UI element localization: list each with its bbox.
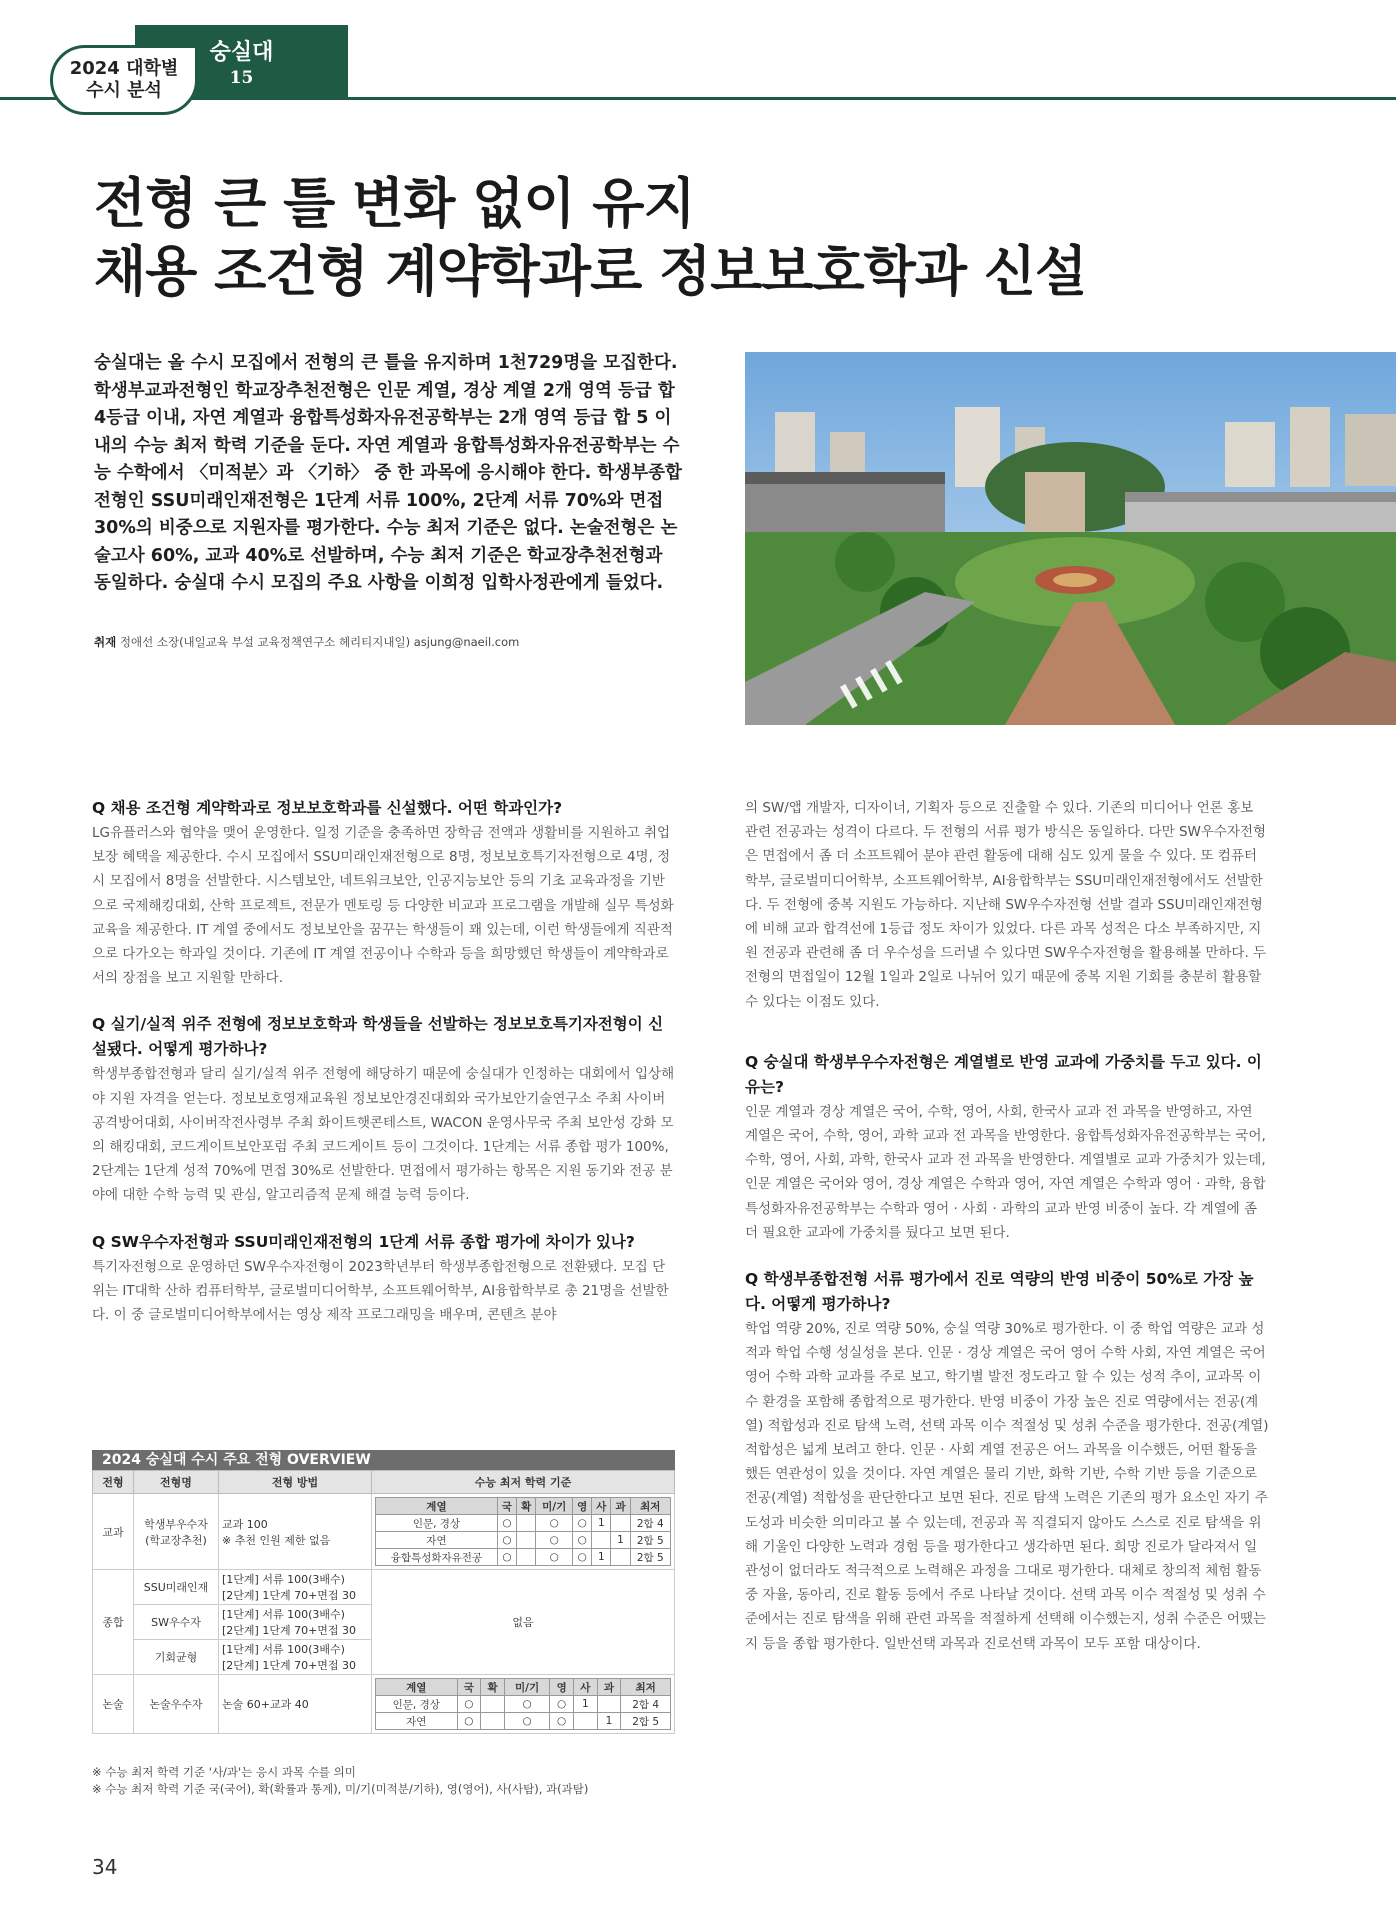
cell: ○ (573, 1549, 592, 1566)
cell: ○ (536, 1532, 573, 1549)
method-gyogwa: 교과 100 ※ 추천 인원 제한 없음 (219, 1494, 372, 1570)
cell: 2합 4 (630, 1515, 670, 1532)
university-name: 숭실대 (209, 40, 274, 65)
page-number: 34 (92, 1855, 118, 1879)
cell: 1 (592, 1515, 611, 1532)
answer-1: LG유플러스와 협약을 맺어 운영한다. 일정 기준을 충족하면 장학금 전액과 생활비를 지원하고 취업 보장 혜택을 제공한다. 수시 모집에서 SSU미래인재전형으로 8명, 정보보호특기자전형으로 4명, 정시 모집에서 8명을 선발한다. 시스템보안, 네트워크보안, 인공지능보안 등의 기초 교육과정을 기반으로 국제해킹대회, 산학 프로젝트, 전문가 멘토링 등 다양한 비교과 프로그램을 개발해 실무 특성화 교육을 제공한다. IT 계열 중에서도 정보보안을 꿈꾸는 학생들이 꽤 있는데, 이런 학생들에게 직관적으로 다가오는 학과일 것이다. 기존에 IT 계열 전공이나 수학과 등을 희망했던 학생들이 계약학과로서의 장점을 보고 지원할 만하다. (92, 825, 674, 987)
sub-th: 사 (573, 1679, 597, 1696)
name-nonsul: 논술우수자 (134, 1675, 219, 1734)
cell (481, 1696, 505, 1713)
cell: 2합 5 (630, 1532, 670, 1549)
byline-text: 정애선 소장(내일교육 부설 교육정책연구소 헤리티지내일) asjung@naeil.com (119, 635, 520, 649)
cell: ○ (457, 1696, 481, 1713)
sub-th: 계열 (376, 1679, 458, 1696)
question-1: Q 채용 조건형 계약학과로 정보보호학과를 신설했다. 어떤 학과인가? (92, 799, 563, 817)
sub-th: 계열 (376, 1498, 498, 1515)
sub-th: 미/기 (536, 1498, 573, 1515)
cell: 2합 5 (630, 1549, 670, 1566)
cell: 1 (592, 1549, 611, 1566)
table-row (376, 1549, 671, 1566)
gyogwa-subtable (375, 1497, 671, 1566)
question-5: Q 학생부종합전형 서류 평가에서 진로 역량의 반영 비중이 50%로 가장 높다. 어떻게 평가하나? (745, 1270, 1254, 1314)
table-title: 2024 숭실대 수시 주요 전형 OVERVIEW (92, 1450, 675, 1470)
cell: 인문, 경상 (376, 1696, 458, 1713)
cell (517, 1549, 536, 1566)
cell (592, 1532, 611, 1549)
th-name: 전형명 (134, 1471, 219, 1494)
overview-table (92, 1450, 675, 1734)
cell: 자연 (376, 1532, 498, 1549)
table-row (376, 1515, 671, 1532)
sub-th: 최저 (621, 1679, 671, 1696)
nonsul-subtable (375, 1678, 671, 1730)
sub-th: 확 (481, 1679, 505, 1696)
sub-th: 과 (611, 1498, 630, 1515)
method-sw: [1단계] 서류 100(3배수) [2단계] 1단계 70+면접 30 (219, 1605, 372, 1640)
cell: ○ (550, 1696, 574, 1713)
title-line1: 전형 큰 틀 변화 없이 유지 (94, 172, 695, 235)
cell: ○ (550, 1713, 574, 1730)
cell: 2합 5 (621, 1713, 671, 1730)
question-3: Q SW우수자전형과 SSU미래인재전형의 1단계 서류 종합 평가에 차이가 있나? (92, 1232, 635, 1251)
badge-line2: 수시 분석 (86, 80, 162, 101)
answer-3-continued: 의 SW/앱 개발자, 디자이너, 기획자 등으로 진출할 수 있다. 기존의 미디어나 언론 홍보 관련 전공과는 성격이 다르다. 두 전형의 서류 평가 방식은 동일하다. 다만 SW우수자전형은 면접에서 좀 더 소프트웨어 분야 관련 활동에 대해 심도 있게 물을 수 있다. 또 컴퓨터학부, 글로벌미디어학부, 소프트웨어학부, AI융합학부는 SSU미래인재전형에서도 선발한다. 두 전형에 중복 지원도 가능하다. 지난해 SW우수자전형 선발 결과 SSU미래인재전형에 비해 교과 합격선에 1등급 정도 차이가 있었다. 다른 과목 성적은 다소 부족하지만, 지원 전공과 관련해 좀 더 우수성을 드러낼 수 있다면 SW우수자전형을 활용해볼 만하다. 두 전형의 면접일이 12월 1일과 2일로 나뉘어 있기 때문에 중복 지원 기회를 충분히 활용할 수 있다는 이점도 있다. (745, 800, 1267, 1010)
table-row (376, 1713, 671, 1730)
title-line2: 채용 조건형 계약학과로 정보보호학과 신설 (94, 240, 1087, 303)
table-row (376, 1532, 671, 1549)
sub-th: 미/기 (504, 1679, 549, 1696)
type-jonghap: 종합 (93, 1570, 134, 1675)
cell: 2합 4 (621, 1696, 671, 1713)
cell: 1 (597, 1713, 621, 1730)
answer-3: 특기자전형으로 운영하던 SW우수자전형이 2023학년부터 학생부종합전형으로 전환됐다. 모집 단위는 IT대학 산하 컴퓨터학부, 글로벌미디어학부, 소프트웨어학부, AI융합학부로 총 21명을 선발한다. 이 중 글로벌미디어학부에서는 영상 제작 프로그래밍을 배우며, 콘텐츠 분야 (92, 1258, 669, 1324)
name-sw: SW우수자 (134, 1605, 219, 1640)
question-2: Q 실기/실적 위주 전형에 정보보호학과 학생들을 선발하는 정보보호특기자전형이 신설됐다. 어떻게 평가하나? (92, 1015, 664, 1059)
cell: 융합특성화자유전공 (376, 1549, 498, 1566)
answer-4: 인문 계열과 경상 계열은 국어, 수학, 영어, 사회, 한국사 교과 전 과목을 반영하고, 자연 계열은 국어, 수학, 영어, 과학 교과 전 과목을 반영한다. 융합특성화자유전공학부는 국어, 수학, 영어, 사회, 과학, 한국사 교과 전 과목을 반영한다. 계열별로 교과 가중치가 있는데, 인문 계열은 국어와 영어, 경상 계열은 수학과 영어, 자연 계열은 수학과 영어 · 과학, 융합특성화자유전공학부는 수학과 영어 · 사회 · 과학의 교과 반영 비중이 높다. 각 계열에 좀 더 필요한 교과에 가중치를 뒀다고 보면 된다. (745, 1103, 1266, 1241)
method-balance: [1단계] 서류 100(3배수) [2단계] 1단계 70+면접 30 (219, 1640, 372, 1675)
question-4: Q 숭실대 학생부우수자전형은 계열별로 반영 교과에 가중치를 두고 있다. 이유는? (745, 1052, 1262, 1096)
campus-photo (745, 352, 1396, 725)
answer-5: 학업 역량 20%, 진로 역량 50%, 숭실 역량 30%로 평가한다. 이 중 학업 역량은 교과 성적과 학업 수행 성실성을 본다. 인문 · 경상 계열은 국어 영어 수학 사회, 자연 계열은 국어 영어 수학 과학 교과를 주로 보고, 학기별 발전 정도라고 할 수 있는 성적 추이, 교과목 이수 환경을 포함해 종합적으로 평가한다. 반영 비중이 가장 높은 진로 역량에서는 전공(계열) 적합성과 진로 탐색 노력, 선택 과목 이수 적절성 및 성취 수준을 평가한다. 전공(계열) 적합성은 넓게 보려고 한다. 인문 · 사회 계열 전공은 어느 과목을 이수했든, 어떤 활동을 했든 연관성이 있을 것이다. 자연 계열은 물리 기반, 화학 기반, 수학 기반 등을 기준으로 전공(계열) 적합성을 판단한다고 보면 된다. 진로 탐색 노력은 기존의 평가 요소인 자기 주도성과 비슷한 의미라고 볼 수 있는데, 전공과 꼭 직결되지 않아도 스스로 진로 탐색을 위해 기울인 다양한 노력과 경험 등을 평가한다고 생각하면 된다. 희망 진로가 달라져서 일관성이 없더라도 적극적으로 노력해온 과정을 그대로 평가한다. 대체로 창의적 체험 활동 중 자율, 동아리, 진로 활동 등에서 주로 나타날 것이다. 선택 과목 이수 적절성 및 성취 수준에서는 진로 탐색을 위해 관련 과목을 적절하게 선택해 이수했는지, 성취 수준은 어땠는지 등을 종합 평가한다. 일반선택 과목과 진로선택 과목이 모두 포함 대상이다. (745, 1321, 1269, 1652)
th-method: 전형 방법 (219, 1471, 372, 1494)
cell: ○ (573, 1515, 592, 1532)
sub-th: 최저 (630, 1498, 670, 1515)
cell: ○ (497, 1515, 516, 1532)
right-column (745, 796, 1269, 1656)
cell: ○ (497, 1532, 516, 1549)
method-ssu: [1단계] 서류 100(3배수) [2단계] 1단계 70+면접 30 (219, 1570, 372, 1605)
cell (597, 1696, 621, 1713)
cell (517, 1532, 536, 1549)
cell: ○ (573, 1532, 592, 1549)
university-number: 15 (229, 68, 254, 88)
table-notes (92, 1764, 588, 1798)
sub-th: 과 (597, 1679, 621, 1696)
cell (573, 1713, 597, 1730)
cell: 1 (573, 1696, 597, 1713)
name-balance: 기회균형 (134, 1640, 219, 1675)
byline-label: 취재 (94, 635, 117, 649)
section-badge (50, 45, 198, 115)
byline (94, 634, 519, 650)
cell: 자연 (376, 1713, 458, 1730)
cell: ○ (536, 1515, 573, 1532)
cell: ○ (497, 1549, 516, 1566)
name-gyogwa: 학생부우수자 (학교장추천) (134, 1494, 219, 1570)
sub-th: 국 (457, 1679, 481, 1696)
type-nonsul: 논술 (93, 1675, 134, 1734)
sub-th: 확 (517, 1498, 536, 1515)
name-ssu: SSU미래인재 (134, 1570, 219, 1605)
cell (611, 1515, 630, 1532)
cell: ○ (504, 1696, 549, 1713)
th-min-standard: 수능 최저 학력 기준 (372, 1471, 675, 1494)
sub-th: 국 (497, 1498, 516, 1515)
sub-th: 영 (573, 1498, 592, 1515)
th-type: 전형 (93, 1471, 134, 1494)
cell (611, 1549, 630, 1566)
cell (481, 1713, 505, 1730)
sub-th: 사 (592, 1498, 611, 1515)
cell: ○ (536, 1549, 573, 1566)
note-2: ※ 수능 최저 학력 기준 국(국어), 확(확률과 통계), 미/기(미적분/기하), 영(영어), 사(사탐), 과(과탐) (92, 1782, 589, 1796)
cell: 인문, 경상 (376, 1515, 498, 1532)
badge-line1: 2024 대학별 (69, 58, 179, 79)
cell: ○ (457, 1713, 481, 1730)
answer-2: 학생부종합전형과 달리 실기/실적 위주 전형에 해당하기 때문에 숭실대가 인정하는 대회에서 입상해야 지원 자격을 얻는다. 정보보호영재교육원 정보보안경진대회와 국가보안기술연구소 주최 사이버공격방어대회, 사이버작전사령부 주최 화이트햇콘테스트, WACON 운영사무국 주최 보안성 강화 모의 해킹대회, 코드게이트보안포럼 주최 코드게이트 등이 그것이다. 1단계는 서류 종합 평가 100%, 2단계는 1단계 성적 70%에 면접 30%로 선발한다. 면접에서 평가하는 항목은 지원 동기와 전공 분야에 대한 수학 능력 및 관심, 알고리즘적 문제 해결 능력 등이다. (92, 1066, 675, 1204)
table-row (376, 1696, 671, 1713)
cell: ○ (504, 1713, 549, 1730)
method-nonsul: 논술 60+교과 40 (219, 1675, 372, 1734)
jonghap-min-none: 없음 (372, 1570, 675, 1675)
note-1: ※ 수능 최저 학력 기준 '사/과'는 응시 과목 수를 의미 (92, 1765, 356, 1779)
cell (517, 1515, 536, 1532)
article-title (94, 170, 1086, 306)
type-gyogwa: 교과 (93, 1494, 134, 1570)
cell: 1 (611, 1532, 630, 1549)
left-column (92, 796, 675, 1327)
sub-th: 영 (550, 1679, 574, 1696)
lead-paragraph: 숭실대는 올 수시 모집에서 전형의 큰 틀을 유지하며 1천729명을 모집한다. 학생부교과전형인 학교장추천전형은 인문 계열, 경상 계열 2개 영역 등급 합 4등급 이내, 자연 계열과 융합특성화자유전공학부는 2개 영역 등급 합 5 이내의 수능 최저 학력 기준을 둔다. 자연 계열과 융합특성화자유전공학부는 수능 수학에서 〈미적분〉과 〈기하〉 중 한 과목에 응시해야 한다. 학생부종합전형인 SSU미래인재전형은 1단계 서류 100%, 2단계 서류 70%와 면접 30%의 비중으로 지원자를 평가한다. 수능 최저 기준은 없다. 논술전형은 논술고사 60%, 교과 40%로 선발하며, 수능 최저 기준은 학교장추천전형과 동일하다. 숭실대 수시 모집의 주요 사항을 이희정 입학사정관에게 들었다. (94, 353, 682, 593)
